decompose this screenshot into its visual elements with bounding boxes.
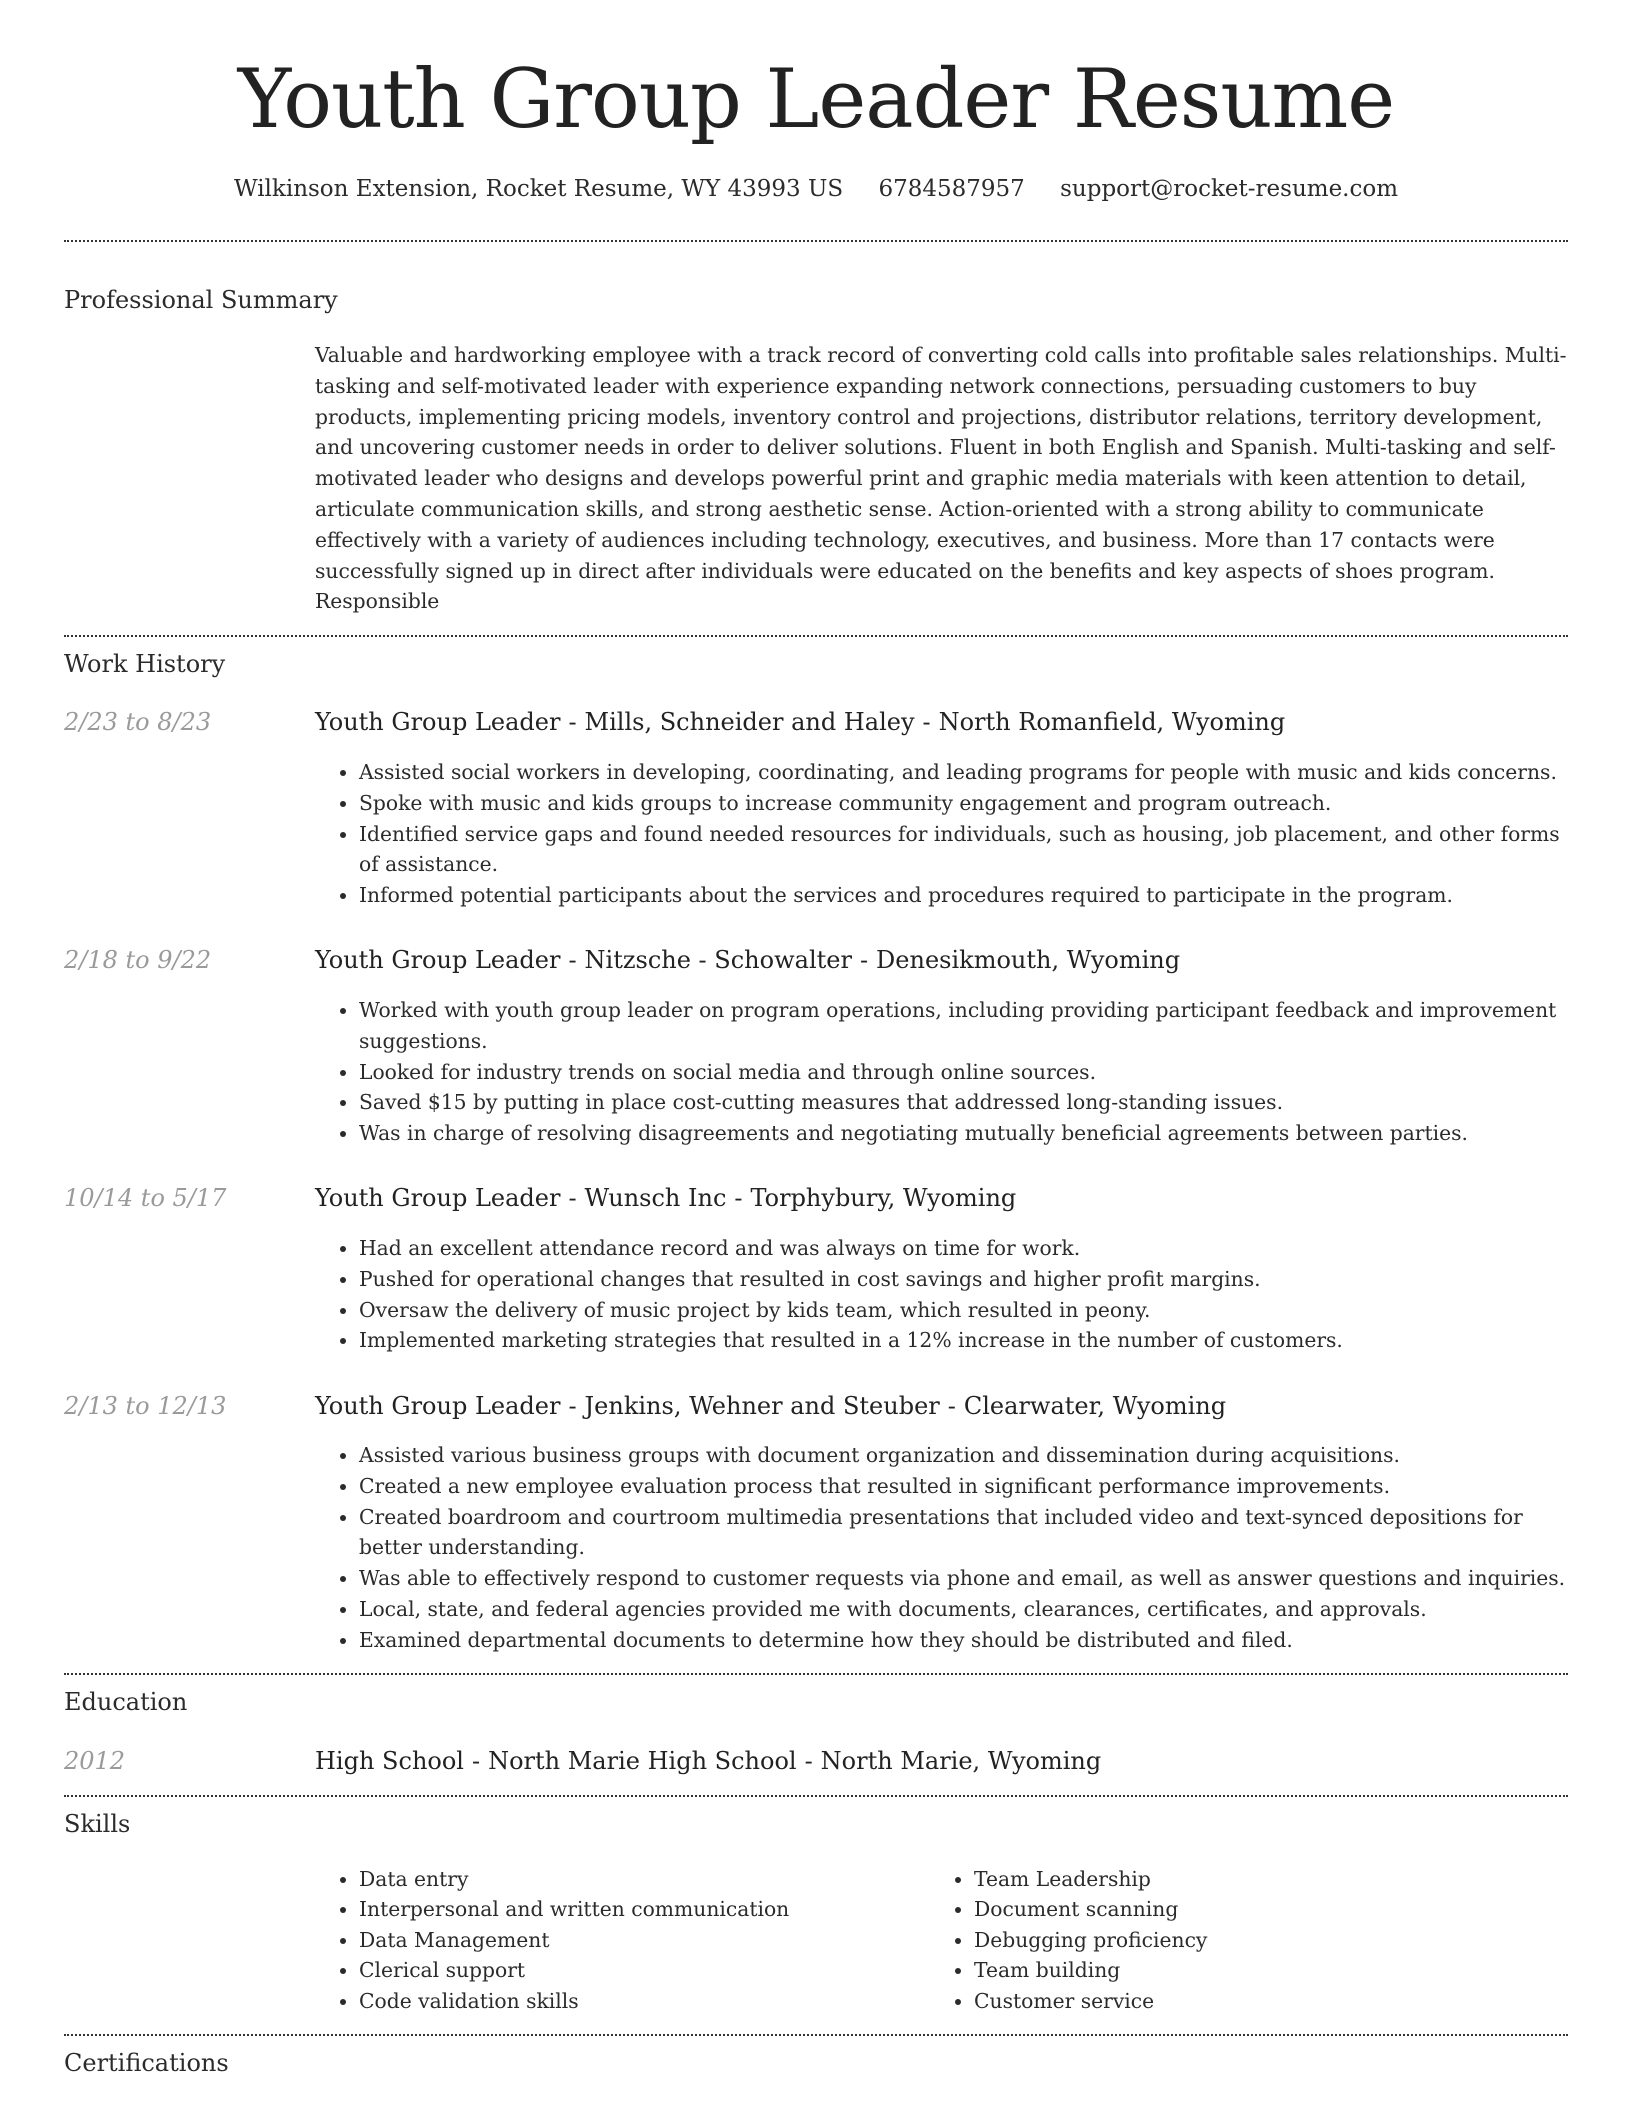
job-heading: Youth Group Leader - Jenkins, Wehner and Steuber - Clearwater, Wyoming <box>315 1392 1227 1420</box>
contact-line <box>64 172 1568 206</box>
job-location: North Romanfield, Wyoming <box>938 708 1286 736</box>
job-bullets <box>315 1440 1568 1656</box>
job-bullet: • Assisted social workers in developing, coordinating, and leading programs for people with music and kids concerns. <box>359 757 1568 788</box>
job-title: Youth Group Leader <box>315 1184 561 1212</box>
job-dates: 2/13 to 12/13 <box>64 1392 227 1420</box>
job-location: Torphybury, Wyoming <box>750 1184 1017 1212</box>
job-company: Nitzsche - Schowalter <box>584 946 852 974</box>
skill-item: • Data entry <box>359 1864 915 1894</box>
job-title: Youth Group Leader <box>315 1392 561 1420</box>
skill-item: • Clerical support <box>359 1955 915 1985</box>
skills-list-right <box>930 1864 1530 2016</box>
work-history-heading: Work History <box>64 650 226 678</box>
job-bullet: • Implemented marketing strategies that resulted in a 12% increase in the number of customers. <box>359 1325 1568 1356</box>
skill-item: • Team Leadership <box>974 1864 1530 1894</box>
job-dates: 10/14 to 5/17 <box>64 1184 227 1212</box>
job-bullets <box>315 1233 1568 1356</box>
resume-title: Youth Group Leader Resume <box>237 53 1395 147</box>
section-divider <box>64 1673 1568 1675</box>
section-divider <box>64 635 1568 637</box>
job-company: Jenkins, Wehner and Steuber <box>584 1392 940 1420</box>
job-title: Youth Group Leader <box>315 946 561 974</box>
job-bullet: • Identified service gaps and found needed resources for individuals, such as housing, job placement, and other forms of assistance. <box>359 819 1568 881</box>
job-bullet: • Assisted various business groups with document organization and dissemination during acquisitions. <box>359 1440 1568 1471</box>
job-company: Wunsch Inc <box>584 1184 727 1212</box>
job-bullet: • Created boardroom and courtroom multimedia presentations that included video and text-synced depositions for better understanding. <box>359 1502 1568 1564</box>
contact-phone: 6784587957 <box>878 176 1025 202</box>
job-bullet: • Spoke with music and kids groups to increase community engagement and program outreach. <box>359 788 1568 819</box>
skills-heading: Skills <box>64 1810 131 1838</box>
section-divider <box>64 1795 1568 1797</box>
education-school: North Marie High School <box>488 1747 797 1775</box>
skill-item: • Customer service <box>974 1986 1530 2016</box>
job-bullet: • Created a new employee evaluation process that resulted in significant performance improvements. <box>359 1471 1568 1502</box>
job-bullet: • Pushed for operational changes that resulted in cost savings and higher profit margins. <box>359 1264 1568 1295</box>
section-divider <box>64 240 1568 242</box>
contact-email: support@rocket-resume.com <box>1060 176 1399 202</box>
summary-text: Valuable and hardworking employee with a track record of converting cold calls into profitable sales relationships. Multi-tasking and self-motivated leader with experience expanding network connections, persuading customers to buy products, implementing pricing models, inventory control and projections, distributor relations, territory development, and uncovering customer needs in order to deliver solutions. Fluent in both English and Spanish. Multi-tasking and self-motivated leader who designs and develops powerful print and graphic media materials with keen attention to detail, articulate communication skills, and strong aesthetic sense. Action-oriented with a strong ability to communicate effectively with a variety of audiences including technology, executives, and business. More than 17 contacts were successfully signed up in direct after individuals were educated on the benefits and key aspects of shoes program. Responsible <box>315 343 1567 614</box>
job-bullet: • Examined departmental documents to determine how they should be distributed and filed. <box>359 1625 1568 1656</box>
skills-list-left <box>315 1864 915 2016</box>
job-title: Youth Group Leader <box>315 708 561 736</box>
job-bullet: • Worked with youth group leader on program operations, including providing participant feedback and improvement suggestions. <box>359 995 1568 1057</box>
skill-item: • Interpersonal and written communication <box>359 1894 915 1924</box>
job-bullet: • Was in charge of resolving disagreements and negotiating mutually beneficial agreements between parties. <box>359 1118 1568 1149</box>
education-year: 2012 <box>64 1747 126 1775</box>
job-heading: Youth Group Leader - Wunsch Inc - Torphybury, Wyoming <box>315 1184 1017 1212</box>
job-bullet: • Saved $15 by putting in place cost-cutting measures that addressed long-standing issues. <box>359 1087 1568 1118</box>
job-heading: Youth Group Leader - Nitzsche - Schowalter - Denesikmouth, Wyoming <box>315 946 1181 974</box>
job-bullet: • Was able to effectively respond to customer requests via phone and email, as well as answer questions and inquiries. <box>359 1563 1568 1594</box>
education-degree: High School <box>315 1747 464 1775</box>
job-heading: Youth Group Leader - Mills, Schneider and Haley - North Romanfield, Wyoming <box>315 708 1286 736</box>
job-bullets <box>315 995 1568 1149</box>
education-heading: Education <box>64 1688 188 1716</box>
section-divider <box>64 2034 1568 2036</box>
education-entry: High School - North Marie High School - North Marie, Wyoming <box>315 1747 1102 1775</box>
job-location: Denesikmouth, Wyoming <box>876 946 1181 974</box>
skill-item: • Team building <box>974 1955 1530 1985</box>
job-bullet: • Looked for industry trends on social media and through online sources. <box>359 1057 1568 1088</box>
contact-address: Wilkinson Extension, Rocket Resume, WY 43993 US <box>233 176 844 202</box>
skill-item: • Code validation skills <box>359 1986 915 2016</box>
skill-item: • Data Management <box>359 1925 915 1955</box>
job-location: Clearwater, Wyoming <box>963 1392 1227 1420</box>
skill-item: • Document scanning <box>974 1894 1530 1924</box>
certifications-heading: Certifications <box>64 2049 229 2077</box>
job-dates: 2/23 to 8/23 <box>64 708 212 736</box>
summary-heading: Professional Summary <box>64 286 338 314</box>
job-bullet: • Had an excellent attendance record and was always on time for work. <box>359 1233 1568 1264</box>
skill-item: • Debugging proficiency <box>974 1925 1530 1955</box>
job-company: Mills, Schneider and Haley <box>584 708 915 736</box>
job-bullet: • Local, state, and federal agencies provided me with documents, clearances, certificates, and approvals. <box>359 1594 1568 1625</box>
job-bullet: • Oversaw the delivery of music project by kids team, which resulted in peony. <box>359 1295 1568 1326</box>
job-bullet: • Informed potential participants about the services and procedures required to participate in the program. <box>359 880 1568 911</box>
job-dates: 2/18 to 9/22 <box>64 946 212 974</box>
job-bullets <box>315 757 1568 911</box>
education-location: North Marie, Wyoming <box>820 1747 1102 1775</box>
